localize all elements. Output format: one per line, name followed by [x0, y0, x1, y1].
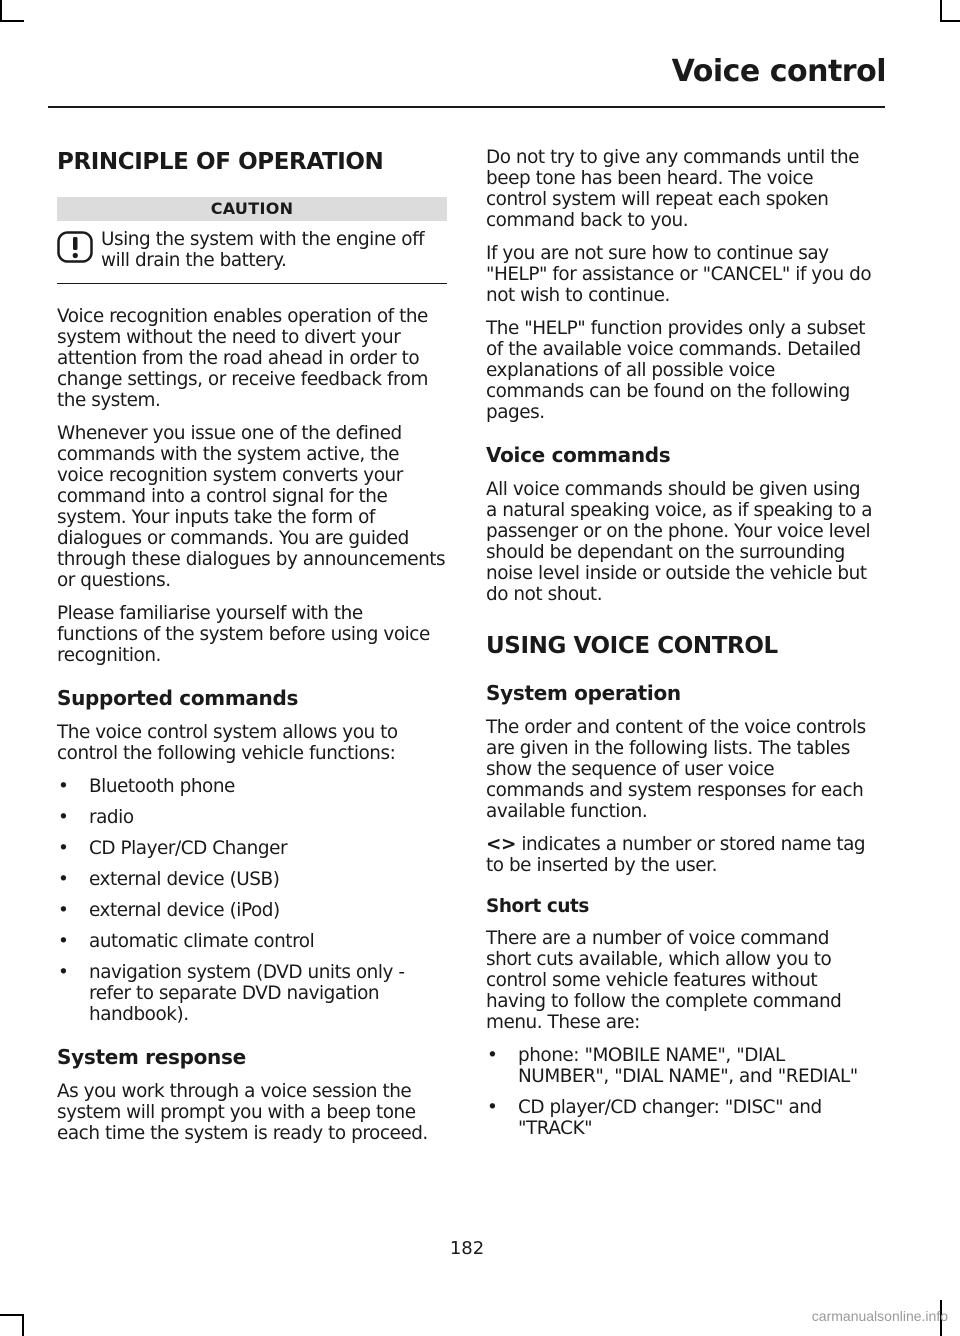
bullet-icon: •	[58, 838, 69, 859]
paragraph: Voice recognition enables operation of the system without the need to divert your attention from the road ahead in order to change settings, or receive feedback from the system.	[57, 306, 428, 411]
tag-symbol: <>	[486, 834, 516, 855]
list-item	[57, 807, 447, 828]
warning-exclamation-icon	[57, 231, 93, 263]
crop-mark	[0, 0, 2, 22]
bullet-icon: •	[58, 869, 69, 890]
list-item	[57, 900, 447, 921]
list-item	[57, 931, 447, 952]
caution-text: Using the system with the engine off will drain the battery.	[101, 229, 425, 271]
bullet-icon: •	[58, 807, 69, 828]
bullet-icon: •	[58, 776, 69, 797]
section-heading-using-voice-control: USING VOICE CONTROL	[486, 633, 778, 659]
list-item	[486, 1045, 876, 1087]
list-item-text: navigation system (DVD units only - refer to separate DVD navigation handbook).	[89, 962, 405, 1025]
list-item	[57, 962, 447, 1025]
watermark: carmanualsonline.info	[811, 1308, 948, 1324]
paragraph: The order and content of the voice controls are given in the following lists. The tables show the sequence of user voice commands and system responses for each available function.	[486, 717, 866, 822]
bullet-icon: •	[58, 931, 69, 952]
subheading-voice-commands: Voice commands	[486, 443, 671, 467]
list-item-text: automatic climate control	[89, 931, 315, 952]
subheading-short-cuts: Short cuts	[486, 896, 589, 917]
list-item-text: CD Player/CD Changer	[89, 838, 288, 859]
tag-note-text: indicates a number or stored name tag to be inserted by the user.	[486, 834, 866, 876]
section-heading-principle: PRINCIPLE OF OPERATION	[57, 149, 384, 175]
paragraph: Whenever you issue one of the defined commands with the system active, the voice recognition system converts your command into a control signal for the system. Your inputs take the form of dialogues or commands. You are guided through these dialogues by announcements or questions.	[57, 423, 446, 591]
functions-list	[57, 776, 447, 1025]
list-item	[57, 838, 447, 859]
subheading-system-operation: System operation	[486, 681, 681, 705]
bullet-icon: •	[58, 962, 69, 983]
crop-mark	[940, 0, 942, 22]
subheading-system-response: System response	[57, 1045, 246, 1069]
bullet-icon: •	[487, 1045, 498, 1066]
list-item-text: external device (USB)	[89, 869, 280, 890]
subheading-supported-commands: Supported commands	[57, 686, 299, 710]
crop-mark	[22, 1314, 24, 1336]
left-column	[57, 147, 447, 1156]
shortcuts-list	[486, 1045, 876, 1139]
page-number: 182	[449, 1238, 485, 1259]
list-item-text: Bluetooth phone	[89, 776, 235, 797]
bullet-icon: •	[58, 900, 69, 921]
paragraph: All voice commands should be given using a natural speaking voice, as if speaking to a passenger or on the phone. Your voice level should be dependant on the surrounding noise level inside or outside the vehicle but do not shout.	[486, 479, 873, 605]
crop-mark	[0, 1314, 24, 1316]
page-header-title: Voice control	[671, 54, 886, 89]
caution-label: CAUTION	[57, 197, 447, 221]
caution-box	[57, 229, 447, 284]
list-item-text: phone: "MOBILE NAME", "DIAL NUMBER", "DIAL NAME", and "REDIAL"	[518, 1045, 858, 1087]
crop-mark	[0, 20, 24, 22]
right-column	[486, 147, 876, 1153]
header-divider	[48, 106, 885, 108]
paragraph: The voice control system allows you to control the following vehicle functions:	[57, 722, 398, 764]
list-item-text: external device (iPod)	[89, 900, 280, 921]
list-item	[486, 1097, 876, 1139]
paragraph: The "HELP" function provides only a subset of the available voice commands. Detailed explanations of all possible voice commands can be found on the following pages.	[486, 318, 866, 423]
paragraph: Please familiarise yourself with the functions of the system before using voice recognition.	[57, 603, 430, 666]
paragraph-tag-note	[486, 834, 876, 876]
paragraph: As you work through a voice session the system will prompt you with a beep tone each time the system is ready to proceed.	[57, 1081, 428, 1144]
paragraph: There are a number of voice command short cuts available, which allow you to control some vehicle features without having to follow the complete command menu. These are:	[486, 928, 842, 1033]
list-item-text: CD player/CD changer: "DISC" and "TRACK"	[518, 1097, 822, 1139]
list-item	[57, 869, 447, 890]
paragraph: Do not try to give any commands until the beep tone has been heard. The voice control system will repeat each spoken command back to you.	[486, 147, 860, 231]
paragraph: If you are not sure how to continue say "HELP" for assistance or "CANCEL" if you do not wish to continue.	[486, 243, 872, 306]
list-item	[57, 776, 447, 797]
crop-mark	[940, 20, 960, 22]
list-item-text: radio	[89, 807, 134, 828]
bullet-icon: •	[487, 1097, 498, 1118]
